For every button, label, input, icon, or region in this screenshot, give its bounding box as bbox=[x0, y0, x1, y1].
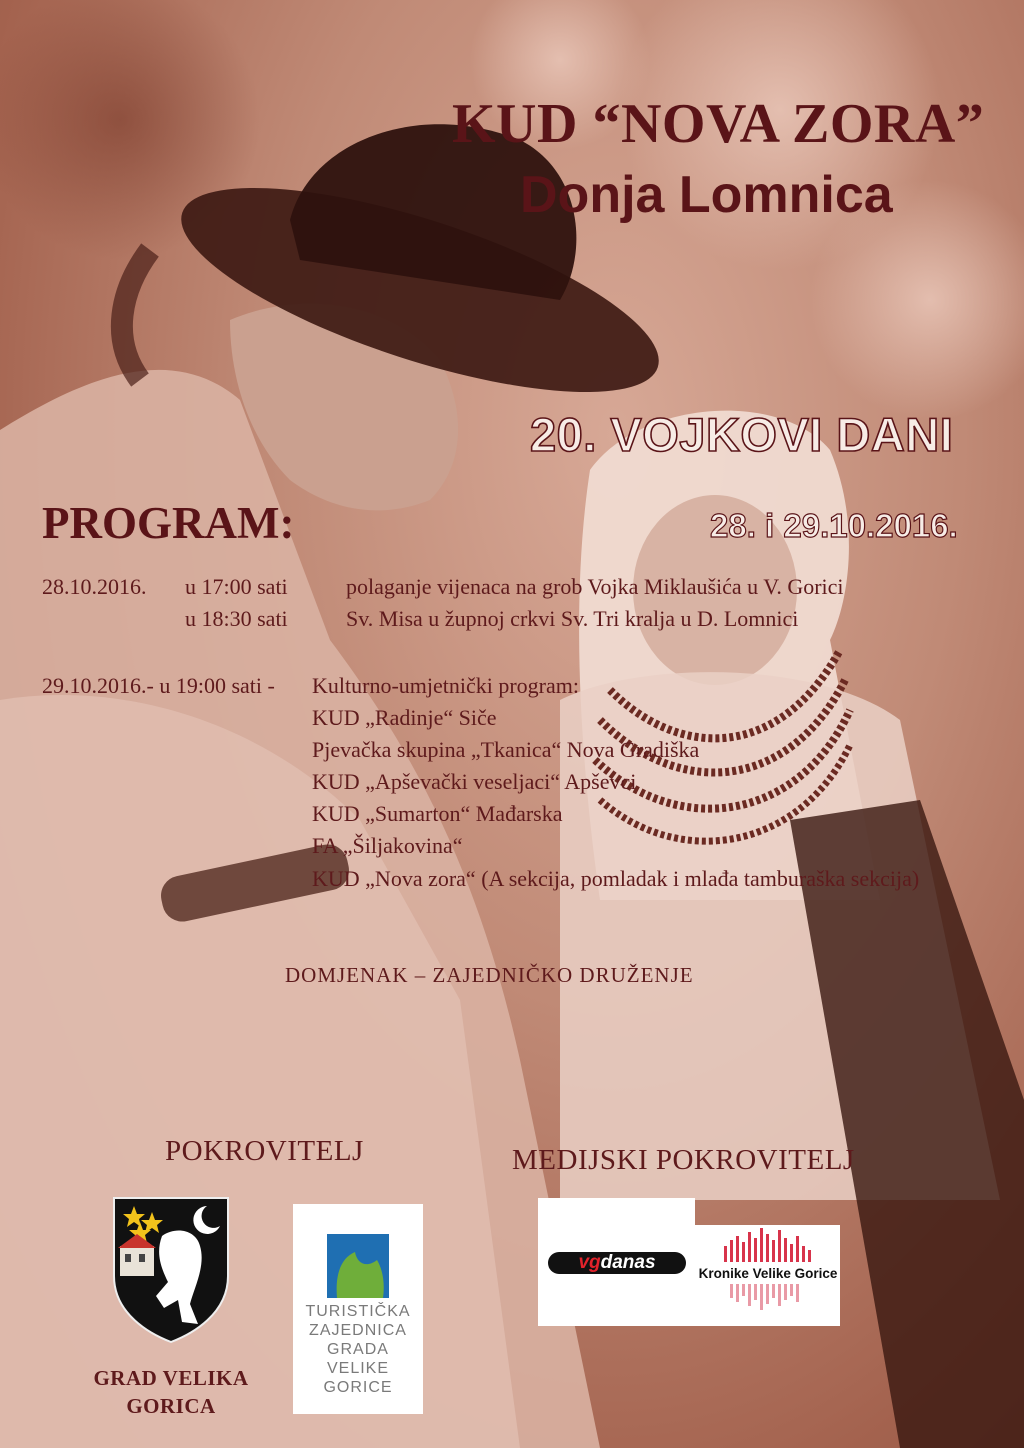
vgdanas-logo-icon: vgdanas bbox=[548, 1252, 686, 1274]
tourism-line-2: ZAJEDNICA bbox=[309, 1322, 407, 1339]
performer-2: Pjevačka skupina „Tkanica“ Nova Gradiška bbox=[312, 737, 700, 762]
city-name-line1: GRAD VELIKA bbox=[93, 1366, 249, 1390]
day2-prefix: 29.10.2016.- u 19:00 sati - bbox=[42, 673, 275, 698]
day2-title: Kulturno-umjetnički program: bbox=[312, 673, 579, 698]
title-location: Donja Lomnica bbox=[520, 166, 893, 224]
performer-6: KUD „Nova zora“ (A sekcija, pomladak i mlađa tamburaška sekcija) bbox=[312, 866, 920, 891]
city-name-line2: GORICA bbox=[126, 1394, 216, 1418]
performer-4: KUD „Sumarton“ Mađarska bbox=[312, 801, 563, 826]
performer-1: KUD „Radinje“ Siče bbox=[312, 705, 497, 730]
day1-date: 28.10.2016. bbox=[42, 574, 147, 599]
coat-of-arms-icon bbox=[112, 1196, 230, 1344]
tourism-line-3: GRADA bbox=[327, 1341, 389, 1358]
festival-name: 20. VOJKOVI DANI bbox=[530, 408, 954, 461]
tourism-line-5: GORICE bbox=[323, 1379, 393, 1396]
tourism-logo-icon bbox=[293, 1204, 423, 1414]
tourism-line-1: TURISTIČKA bbox=[305, 1303, 411, 1320]
performer-5: FA „Šiljakovina“ bbox=[312, 833, 463, 858]
tourism-line-4: VELIKE bbox=[326, 1360, 390, 1377]
media-patron-label: MEDIJSKI POKROVITELJ bbox=[512, 1144, 855, 1176]
kronike-logo-text: Kronike Velike Gorice bbox=[698, 1266, 838, 1281]
program-heading: PROGRAM: bbox=[42, 498, 295, 548]
title-ensemble: KUD “NOVA ZORA” bbox=[452, 93, 985, 155]
festival-dates: 28. i 29.10.2016. bbox=[710, 507, 958, 544]
day1-event-1: polaganje vijenaca na grob Vojka Miklaušića u V. Gorici bbox=[346, 574, 844, 599]
day1-event-2: Sv. Misa u župnoj crkvi Sv. Tri kralja u D. Lomnici bbox=[346, 606, 799, 631]
performer-3: KUD „Apševački veseljaci“ Apševci bbox=[312, 769, 637, 794]
day1-time-1: u 17:00 sati bbox=[185, 574, 288, 599]
patron-label: POKROVITELJ bbox=[165, 1135, 364, 1167]
closing-event: DOMJENAK – ZAJEDNIČKO DRUŽENJE bbox=[285, 963, 694, 987]
day1-time-2: u 18:30 sati bbox=[185, 606, 288, 631]
